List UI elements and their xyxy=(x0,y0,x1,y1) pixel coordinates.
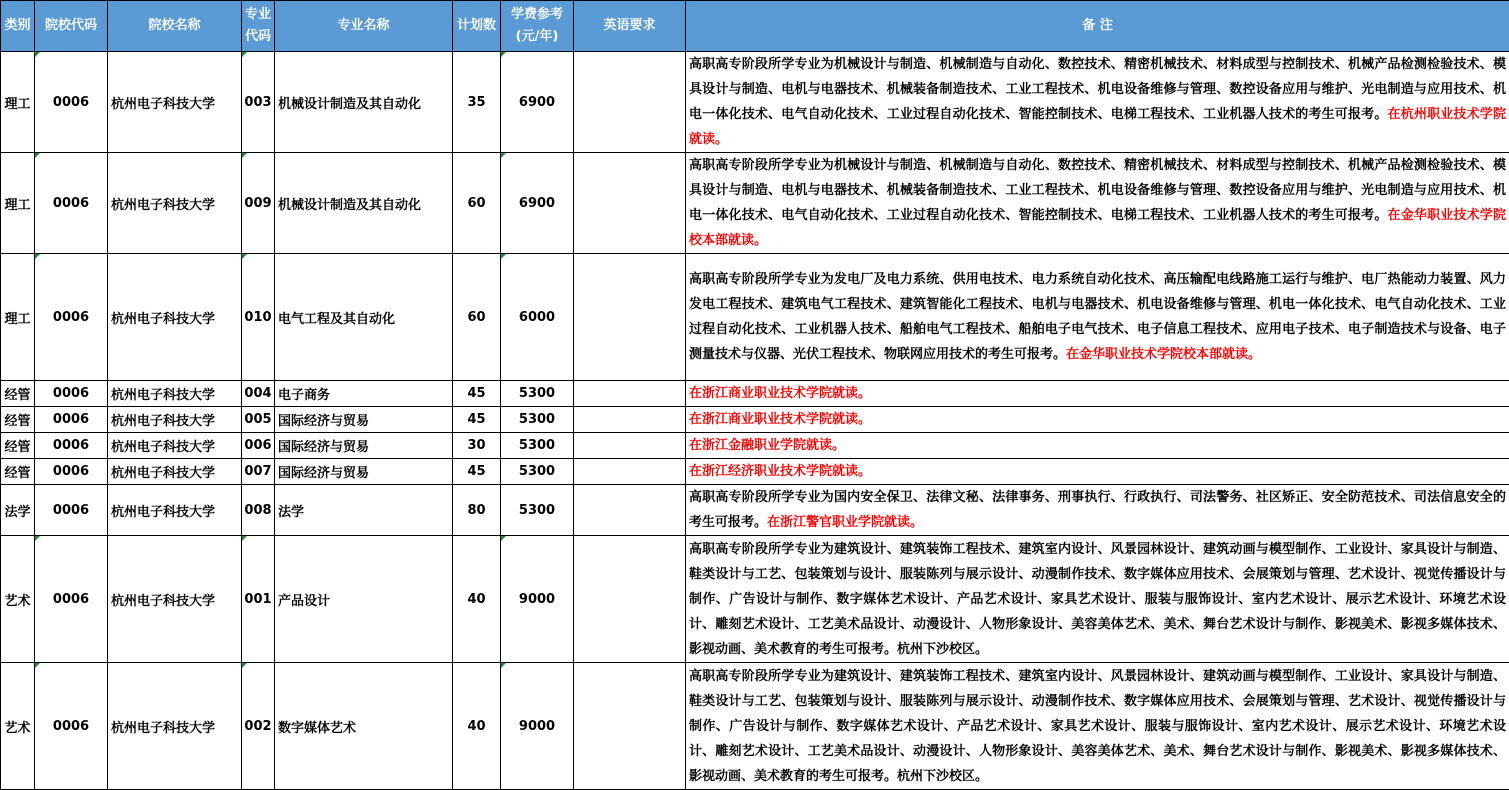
cell-major-name[interactable]: 国际经济与贸易 xyxy=(275,407,453,433)
remark-text: 高职高专阶段所学专业为机械设计与制造、机械制造与自动化、数控技术、精密机械技术、材料成型与控制技术、机械产品检测检验技术、模具设计与制造、电机与电器技术、机械装备制造技术、工业工程技术、机电设备维修与管理、数控设备应用与维护、光电制造与应用技术、机电一体化技术、电气自动化技术、工业过程自动化技术、智能控制技术、电梯工程技术、工业机器人技术的考生可报考。 xyxy=(689,57,1506,122)
cell-school-name[interactable]: 杭州电子科技大学 xyxy=(108,407,242,433)
cell-major-code[interactable]: 006 xyxy=(242,433,275,459)
table-row xyxy=(1,381,1509,407)
cell-school-name[interactable]: 杭州电子科技大学 xyxy=(108,663,242,790)
header-english: 英语要求 xyxy=(574,1,686,52)
cell-plan[interactable]: 45 xyxy=(453,407,501,433)
cell-category[interactable]: 理工 xyxy=(1,153,35,254)
cell-school-name[interactable]: 杭州电子科技大学 xyxy=(108,459,242,485)
cell-school-code[interactable]: 0006 xyxy=(35,153,108,254)
header-school-name: 院校名称 xyxy=(108,1,242,52)
cell-english[interactable] xyxy=(574,153,686,254)
remark-campus: 在浙江警官职业学院就读。 xyxy=(767,515,923,530)
cell-plan[interactable]: 40 xyxy=(453,536,501,663)
cell-school-code[interactable]: 0006 xyxy=(35,407,108,433)
cell-school-code[interactable]: 0006 xyxy=(35,485,108,536)
cell-category[interactable]: 理工 xyxy=(1,52,35,153)
remark-campus: 在金华职业技术学院校本部就读。 xyxy=(1066,347,1261,362)
cell-english[interactable] xyxy=(574,52,686,153)
cell-school-name[interactable]: 杭州电子科技大学 xyxy=(108,153,242,254)
cell-major-code[interactable]: 007 xyxy=(242,459,275,485)
cell-english[interactable] xyxy=(574,485,686,536)
header-category: 类别 xyxy=(1,1,35,52)
table-row xyxy=(1,254,1509,381)
cell-plan[interactable]: 30 xyxy=(453,433,501,459)
cell-major-name[interactable]: 机械设计制造及其自动化 xyxy=(275,52,453,153)
cell-category[interactable]: 艺术 xyxy=(1,536,35,663)
remark-campus: 在浙江商业职业技术学院就读。 xyxy=(689,412,871,427)
header-major-code: 专业代码 xyxy=(242,1,275,52)
remark-campus: 在杭州职业技术学院就读。 xyxy=(689,107,1506,147)
cell-tuition[interactable]: 6900 xyxy=(501,52,574,153)
cell-remarks[interactable] xyxy=(686,485,1509,536)
cell-category[interactable]: 理工 xyxy=(1,254,35,381)
remark-text: 高职高专阶段所学专业为发电厂及电力系统、供用电技术、电力系统自动化技术、高压输配电线路施工运行与维护、电厂热能动力装置、风力发电工程技术、建筑电气工程技术、建筑智能化工程技术、电机与电器技术、机电设备维修与管理、机电一体化技术、电气自动化技术、工业过程自动化技术、工业机器人技术、船舶电气工程技术、船舶电子电气技术、电子信息工程技术、应用电子技术、电子制造技术与设备、电子测量技术与仪器、光伏工程技术、物联网应用技术的考生可报考。 xyxy=(689,272,1506,362)
cell-major-name[interactable]: 电子商务 xyxy=(275,381,453,407)
cell-tuition[interactable]: 9000 xyxy=(501,663,574,790)
table-row xyxy=(1,407,1509,433)
table-row xyxy=(1,153,1509,254)
cell-plan[interactable]: 35 xyxy=(453,52,501,153)
remark-text: 高职高专阶段所学专业为国内安全保卫、法律文秘、法律事务、刑事执行、行政执行、司法警务、社区矫正、安全防范技术、司法信息安全的考生可报考。 xyxy=(689,490,1506,530)
cell-school-name[interactable]: 杭州电子科技大学 xyxy=(108,381,242,407)
cell-major-name[interactable]: 产品设计 xyxy=(275,536,453,663)
cell-remarks[interactable] xyxy=(686,381,1509,407)
cell-english[interactable] xyxy=(574,381,686,407)
header-tuition: 学费参考(元/年) xyxy=(501,1,574,52)
cell-plan[interactable]: 60 xyxy=(453,153,501,254)
remark-text: 高职高专阶段所学专业为建筑设计、建筑装饰工程技术、建筑室内设计、风景园林设计、建筑动画与模型制作、工业设计、家具设计与制造、鞋类设计与工艺、包装策划与设计、服装陈列与展示设计、动漫制作技术、数字媒体应用技术、会展策划与管理、艺术设计、视觉传播设计与制作、广告设计与制作、数字媒体艺术设计、产品艺术设计、家具艺术设计、服装与服饰设计、室内艺术设计、展示艺术设计、环境艺术设计、雕刻艺术设计、工艺美术品设计、动漫设计、人物形象设计、美容美体艺术、美术、舞台艺术设计与制作、影视美术、影视多媒体技术、影视动画、美术教育的考生可报考。杭州下沙校区。 xyxy=(689,669,1506,784)
cell-plan[interactable]: 45 xyxy=(453,459,501,485)
cell-school-code[interactable]: 0006 xyxy=(35,536,108,663)
cell-major-code[interactable]: 008 xyxy=(242,485,275,536)
cell-major-name[interactable]: 国际经济与贸易 xyxy=(275,433,453,459)
cell-tuition[interactable]: 5300 xyxy=(501,459,574,485)
header-school-code: 院校代码 xyxy=(35,1,108,52)
remark-campus: 在浙江金融职业学院就读。 xyxy=(689,438,845,453)
cell-tuition[interactable]: 5300 xyxy=(501,407,574,433)
cell-school-name[interactable]: 杭州电子科技大学 xyxy=(108,485,242,536)
header-major-name: 专业名称 xyxy=(275,1,453,52)
cell-major-code[interactable]: 009 xyxy=(242,153,275,254)
cell-major-name[interactable]: 电气工程及其自动化 xyxy=(275,254,453,381)
remark-campus: 在金华职业技术学院校本部就读。 xyxy=(689,208,1506,248)
cell-school-code[interactable]: 0006 xyxy=(35,459,108,485)
cell-category[interactable]: 法学 xyxy=(1,485,35,536)
cell-school-name[interactable]: 杭州电子科技大学 xyxy=(108,536,242,663)
cell-tuition[interactable]: 6900 xyxy=(501,153,574,254)
cell-remarks[interactable] xyxy=(686,407,1509,433)
header-remarks: 备 注 xyxy=(686,1,1509,52)
cell-tuition[interactable]: 9000 xyxy=(501,536,574,663)
cell-school-code[interactable]: 0006 xyxy=(35,663,108,790)
remark-campus: 在浙江经济职业技术学院就读。 xyxy=(689,464,871,479)
table-row xyxy=(1,433,1509,459)
cell-school-name[interactable]: 杭州电子科技大学 xyxy=(108,254,242,381)
table-row xyxy=(1,485,1509,536)
cell-remarks[interactable] xyxy=(686,254,1509,381)
cell-remarks[interactable] xyxy=(686,433,1509,459)
cell-major-code[interactable]: 001 xyxy=(242,536,275,663)
cell-category[interactable]: 艺术 xyxy=(1,663,35,790)
cell-remarks[interactable] xyxy=(686,459,1509,485)
table-row xyxy=(1,52,1509,153)
cell-major-name[interactable]: 数字媒体艺术 xyxy=(275,663,453,790)
cell-english[interactable] xyxy=(574,433,686,459)
cell-plan[interactable]: 60 xyxy=(453,254,501,381)
cell-plan[interactable]: 80 xyxy=(453,485,501,536)
cell-category[interactable]: 经管 xyxy=(1,459,35,485)
cell-plan[interactable]: 45 xyxy=(453,381,501,407)
cell-plan[interactable]: 40 xyxy=(453,663,501,790)
cell-english[interactable] xyxy=(574,254,686,381)
cell-category[interactable]: 经管 xyxy=(1,407,35,433)
cell-major-name[interactable]: 机械设计制造及其自动化 xyxy=(275,153,453,254)
cell-category[interactable]: 经管 xyxy=(1,381,35,407)
cell-major-code[interactable]: 003 xyxy=(242,52,275,153)
cell-school-code[interactable]: 0006 xyxy=(35,381,108,407)
cell-major-code[interactable]: 002 xyxy=(242,663,275,790)
table-header-row xyxy=(1,1,1509,52)
cell-remarks[interactable] xyxy=(686,536,1509,663)
cell-school-code[interactable]: 0006 xyxy=(35,52,108,153)
cell-tuition[interactable]: 5300 xyxy=(501,485,574,536)
table-row xyxy=(1,459,1509,485)
cell-school-name[interactable]: 杭州电子科技大学 xyxy=(108,52,242,153)
cell-category[interactable]: 经管 xyxy=(1,433,35,459)
cell-major-name[interactable]: 国际经济与贸易 xyxy=(275,459,453,485)
cell-tuition[interactable]: 5300 xyxy=(501,433,574,459)
cell-major-code[interactable]: 010 xyxy=(242,254,275,381)
cell-remarks[interactable] xyxy=(686,153,1509,254)
table-row xyxy=(1,663,1509,790)
cell-english[interactable] xyxy=(574,407,686,433)
remark-text: 高职高专阶段所学专业为建筑设计、建筑装饰工程技术、建筑室内设计、风景园林设计、建筑动画与模型制作、工业设计、家具设计与制造、鞋类设计与工艺、包装策划与设计、服装陈列与展示设计、动漫制作技术、数字媒体应用技术、会展策划与管理、艺术设计、视觉传播设计与制作、广告设计与制作、数字媒体艺术设计、产品艺术设计、家具艺术设计、服装与服饰设计、室内艺术设计、展示艺术设计、环境艺术设计、雕刻艺术设计、工艺美术品设计、动漫设计、人物形象设计、美容美体艺术、美术、舞台艺术设计与制作、影视美术、影视多媒体技术、影视动画、美术教育的考生可报考。杭州下沙校区。 xyxy=(689,542,1506,657)
cell-english[interactable] xyxy=(574,459,686,485)
cell-remarks[interactable] xyxy=(686,663,1509,790)
cell-remarks[interactable] xyxy=(686,52,1509,153)
remark-text: 高职高专阶段所学专业为机械设计与制造、机械制造与自动化、数控技术、精密机械技术、材料成型与控制技术、机械产品检测检验技术、模具设计与制造、电机与电器技术、机械装备制造技术、工业工程技术、机电设备维修与管理、数控设备应用与维护、光电制造与应用技术、机电一体化技术、电气自动化技术、工业过程自动化技术、智能控制技术、电梯工程技术、工业机器人技术的考生可报考。 xyxy=(689,158,1506,223)
cell-tuition[interactable]: 6000 xyxy=(501,254,574,381)
cell-major-name[interactable]: 法学 xyxy=(275,485,453,536)
cell-school-code[interactable]: 0006 xyxy=(35,433,108,459)
cell-tuition[interactable]: 5300 xyxy=(501,381,574,407)
header-plan: 计划数 xyxy=(453,1,501,52)
cell-english[interactable] xyxy=(574,536,686,663)
cell-english[interactable] xyxy=(574,663,686,790)
cell-major-code[interactable]: 005 xyxy=(242,407,275,433)
cell-school-code[interactable]: 0006 xyxy=(35,254,108,381)
table-row xyxy=(1,536,1509,663)
cell-major-code[interactable]: 004 xyxy=(242,381,275,407)
cell-school-name[interactable]: 杭州电子科技大学 xyxy=(108,433,242,459)
remark-campus: 在浙江商业职业技术学院就读。 xyxy=(689,386,871,401)
